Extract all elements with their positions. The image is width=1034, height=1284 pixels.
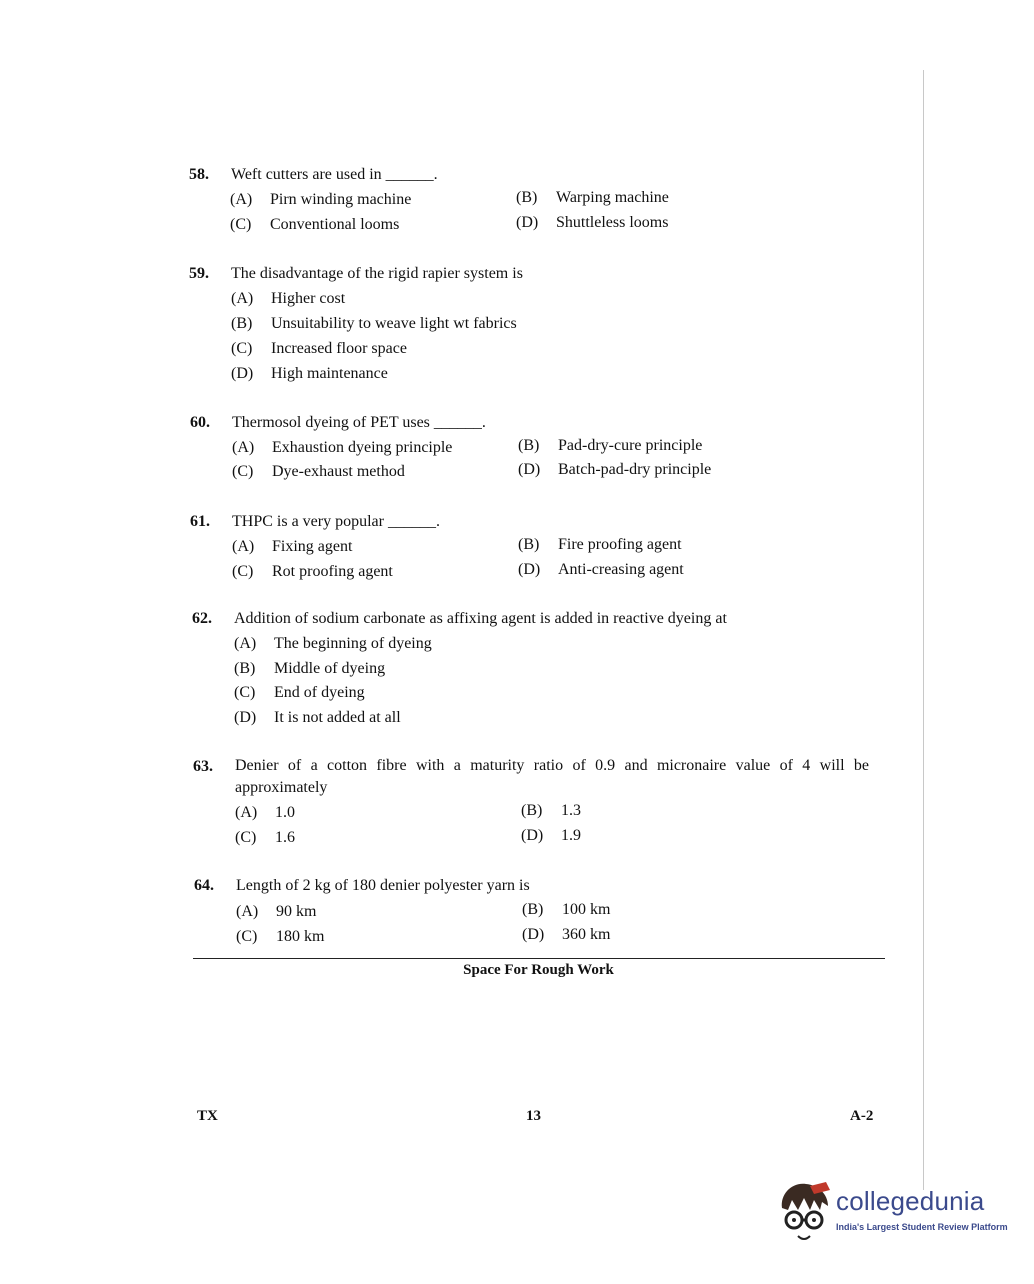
option-b: (B) Warping machine [516,189,669,206]
question-number: 64. [194,877,214,894]
brand-tagline: India's Largest Student Review Platform [836,1222,1008,1232]
option-b: (B) Middle of dyeing [234,660,386,677]
rough-work-divider [193,958,885,959]
collegedunia-watermark [776,1180,1006,1250]
option-d: (D) Anti-creasing agent [518,561,684,578]
option-c: (C) End of dyeing [234,684,365,701]
option-c: (C) 180 km [236,928,325,945]
option-a: (A) Higher cost [231,290,346,307]
question-60 [190,411,890,491]
footer-booklet-code: A-2 [850,1108,874,1124]
question-number: 58. [189,166,209,183]
option-c: (C) Conventional looms [230,216,400,233]
question-number: 62. [192,610,212,627]
question-number: 60. [190,414,210,431]
option-a: (A) Exhaustion dyeing principle [232,439,453,456]
question-text: Addition of sodium carbonate as affixing agent is added in reactive dyeing at [234,610,727,627]
option-b: (B) Pad-dry-cure principle [518,437,703,454]
question-63 [193,755,873,855]
option-a: (A) 90 km [236,903,317,920]
option-b: (B) Fire proofing agent [518,536,682,553]
rough-work-heading: Space For Rough Work [463,962,614,978]
question-text: Thermosol dyeing of PET uses ______. [232,414,486,431]
option-d: (D) High maintenance [231,365,388,382]
question-text: The disadvantage of the rigid rapier system is [231,265,523,282]
option-c: (C) Dye-exhaust method [232,463,405,480]
question-58 [189,163,889,243]
option-c: (C) Increased floor space [231,340,407,357]
footer-page-number: 13 [526,1108,541,1124]
option-a: (A) 1.0 [235,804,295,821]
option-c: (C) Rot proofing agent [232,563,393,580]
brand-name: collegedunia [836,1186,985,1216]
option-d: (D) 1.9 [521,827,581,844]
question-number: 63. [193,758,213,775]
option-a: (A) Pirn winding machine [230,191,412,208]
footer-subject-code: TX [197,1108,218,1124]
mascot-icon [776,1180,834,1248]
option-d: (D) 360 km [522,926,611,943]
option-a: (A) Fixing agent [232,538,353,555]
question-61 [190,510,890,590]
option-d: (D) Batch-pad-dry principle [518,461,712,478]
option-b: (B) 1.3 [521,802,581,819]
option-d: (D) Shuttleless looms [516,214,669,231]
option-b: (B) 100 km [522,901,611,918]
question-text: Denier of a cotton fibre with a maturity ratio of 0.9 and micronaire value of 4 will be approximately [235,757,869,796]
question-text: THPC is a very popular ______. [232,513,440,530]
question-62 [192,607,892,737]
question-text: Weft cutters are used in ______. [231,166,438,183]
question-59 [189,262,889,392]
question-number: 61. [190,513,210,530]
question-number: 59. [189,265,209,282]
page-margin-line [923,70,924,1190]
question-64 [194,874,894,954]
option-b: (B) Unsuitability to weave light wt fabrics [231,315,517,332]
option-c: (C) 1.6 [235,829,295,846]
option-a: (A) The beginning of dyeing [234,635,432,652]
question-text: Length of 2 kg of 180 denier polyester yarn is [236,877,530,894]
option-d: (D) It is not added at all [234,709,401,726]
